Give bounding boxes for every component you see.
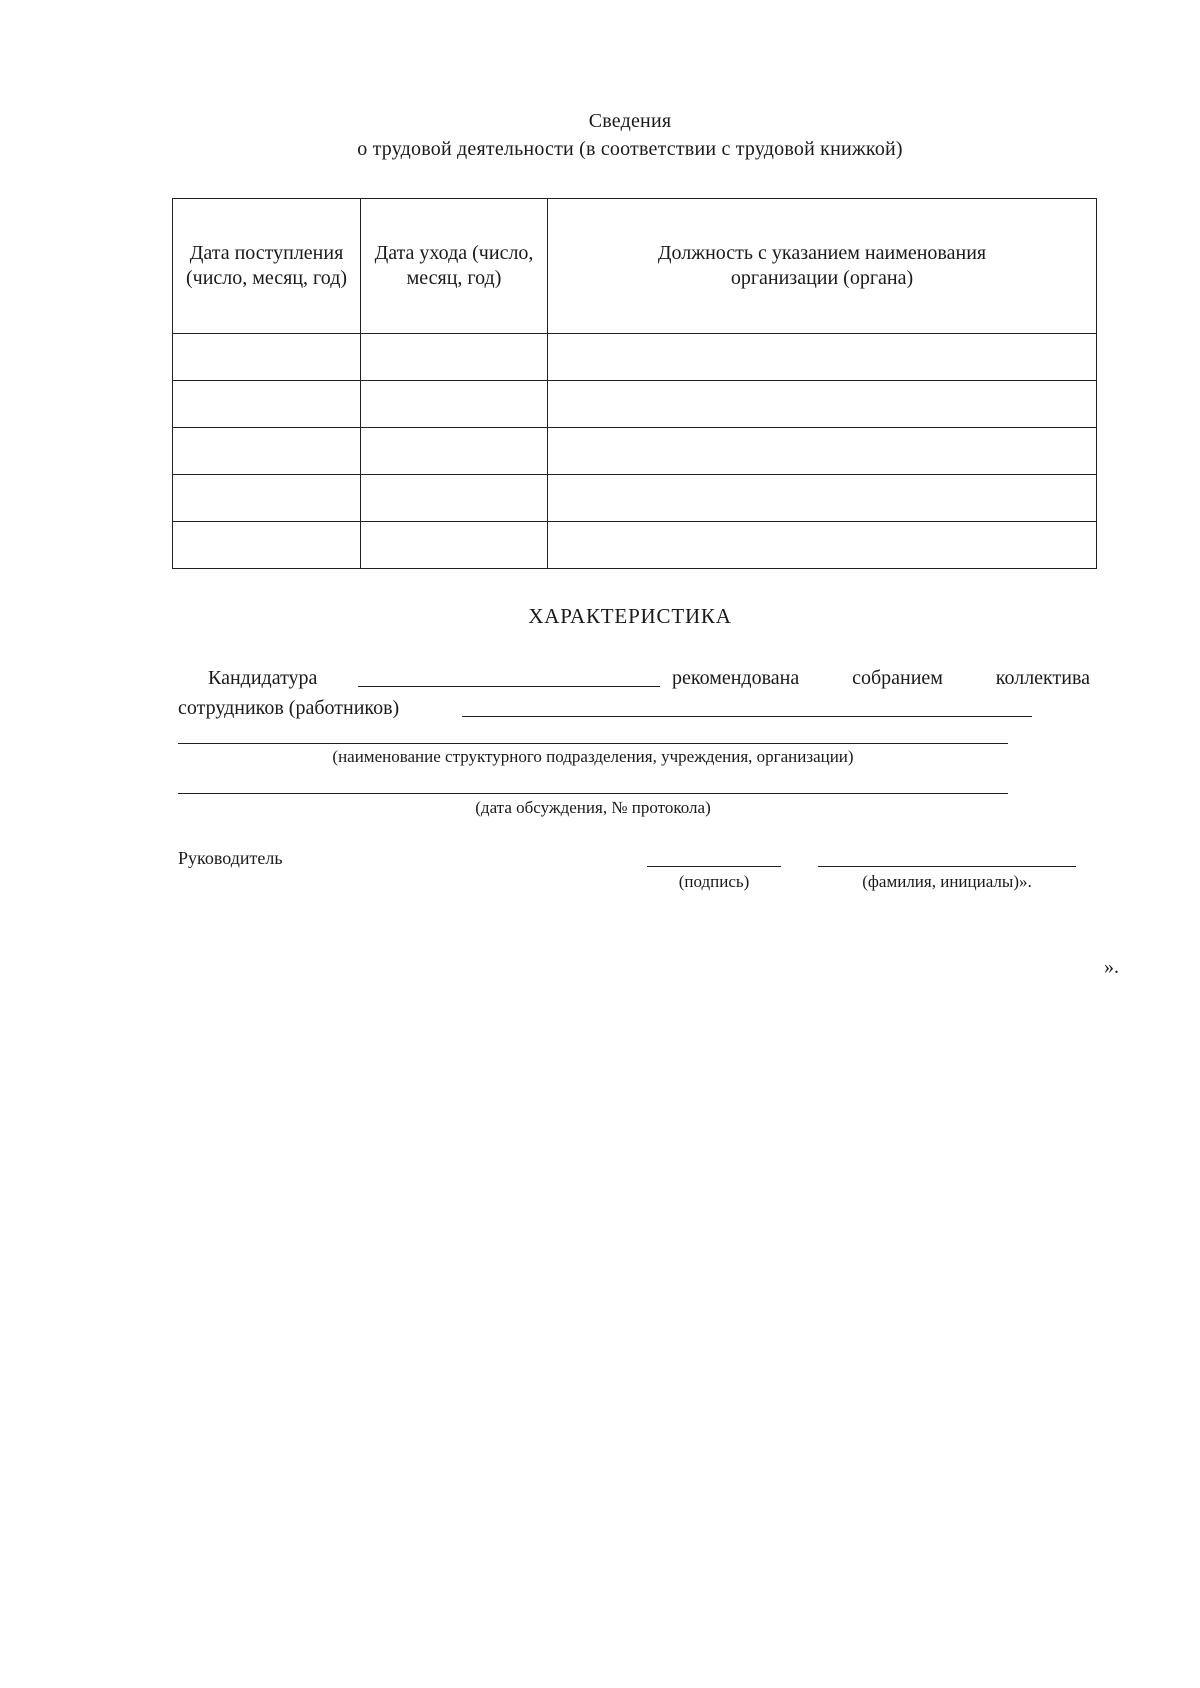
header-position	[548, 199, 1097, 334]
signature-caption: (подпись)	[678, 872, 750, 891]
organization-caption: (наименование структурного подразделения, учреждения, организации)	[332, 747, 854, 766]
discussion-date-field	[178, 793, 1008, 794]
cell-position	[548, 475, 1097, 522]
cell-end-date	[361, 334, 548, 381]
name-initials-caption: (фамилия, инициалы)».	[862, 872, 1032, 891]
closing-quote-mark: ».	[1104, 956, 1119, 978]
table-row	[173, 334, 1097, 381]
cell-start-date	[173, 381, 361, 428]
header-end-date	[361, 199, 548, 334]
table-row	[173, 381, 1097, 428]
table-row	[173, 522, 1097, 569]
cell-end-date	[361, 475, 548, 522]
cell-end-date	[361, 428, 548, 475]
header-start-date	[173, 199, 361, 334]
employment-history-table	[172, 198, 1097, 569]
cell-start-date	[173, 334, 361, 381]
signature-field	[647, 866, 781, 867]
candidate-name-field	[358, 686, 660, 687]
table-header-row	[173, 199, 1097, 334]
discussion-date-caption: (дата обсуждения, № протокола)	[475, 798, 711, 817]
staff-collective-field	[462, 716, 1032, 717]
table-row	[173, 475, 1097, 522]
characteristic-heading: ХАРАКТЕРИСТИКА	[528, 604, 732, 628]
header-end-date-label: Дата ухода (число, месяц, год)	[374, 242, 534, 289]
staff-label: сотрудников (работников)	[178, 697, 400, 719]
cell-position	[548, 522, 1097, 569]
document-title: Сведения	[588, 110, 672, 132]
cell-position	[548, 428, 1097, 475]
candidacy-label: Кандидатура	[208, 667, 318, 689]
cell-start-date	[173, 522, 361, 569]
cell-end-date	[361, 522, 548, 569]
cell-start-date	[173, 428, 361, 475]
name-initials-field	[818, 866, 1076, 867]
organization-name-field	[178, 743, 1008, 744]
header-position-label: Должность с указанием наименования организации (органа)	[657, 242, 987, 289]
manager-label: Руководитель	[178, 848, 283, 868]
table-row	[173, 428, 1097, 475]
cell-start-date	[173, 475, 361, 522]
recommended-text: рекомендована собранием коллектива	[672, 667, 1090, 689]
cell-position	[548, 381, 1097, 428]
cell-position	[548, 334, 1097, 381]
header-start-date-label: Дата поступления (число, месяц, год)	[185, 242, 348, 289]
document-subtitle: о трудовой деятельности (в соответствии с трудовой книжкой)	[357, 138, 903, 160]
cell-end-date	[361, 381, 548, 428]
